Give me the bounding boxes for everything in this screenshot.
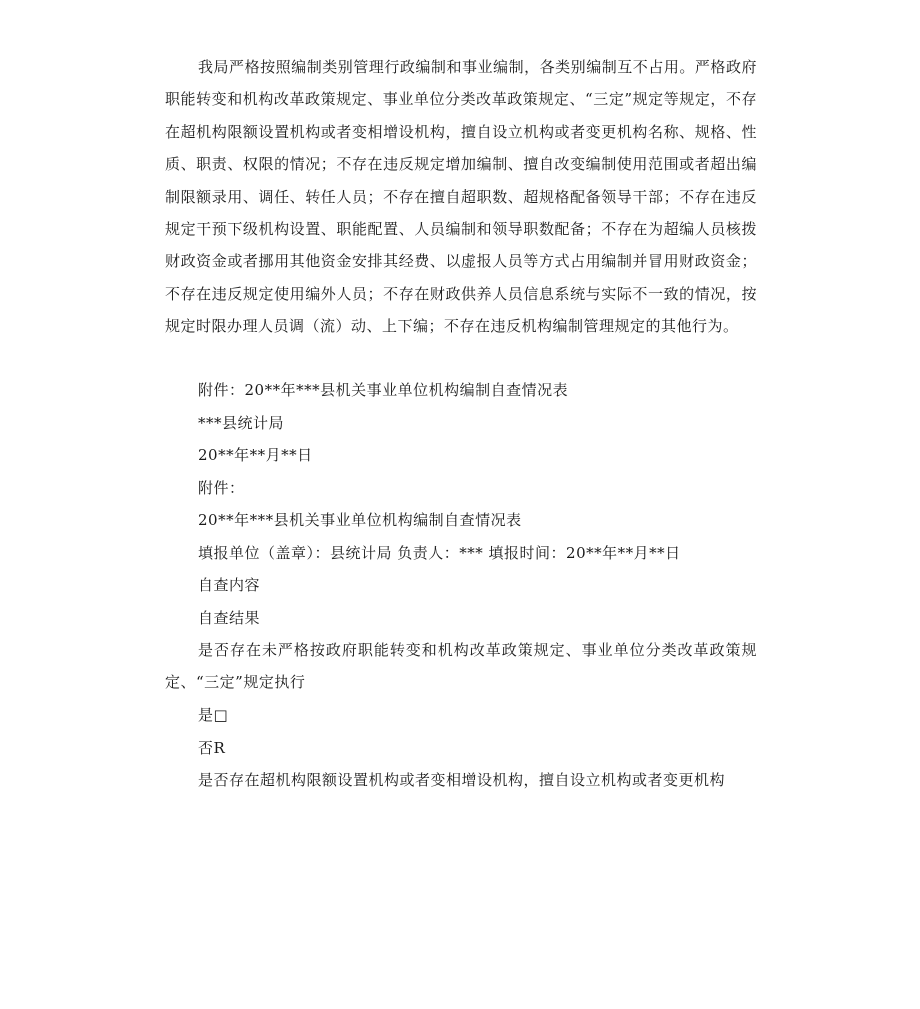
- issuer-name: ***县统计局: [198, 414, 285, 432]
- column-header-result: 自查结果: [198, 609, 261, 627]
- check-item-1-question: 是否存在未严格按政府职能转变和机构改革政策规定、事业单位分类改革政策规定、“三定”规定执行: [165, 641, 757, 692]
- check-item-2-question: 是否存在超机构限额设置机构或者变相增设机构，擅自设立机构或者变更机构: [198, 771, 726, 789]
- issue-date: 20**年**月**日: [198, 446, 313, 464]
- attachment-label: 附件：: [198, 479, 245, 497]
- main-paragraph: 我局严格按照编制类别管理行政编制和事业编制，各类别编制互不占用。严格政府职能转变和机构改革政策规定、事业单位分类改革政策规定、“三定”规定等规定，不存在超机构限额设置机构或者变相增设机构，擅自设立机构或者变更机构名称、规格、性质、职责、权限的情况；不存在违反规定增加编制、擅自改变编制使用范围或者超出编制限额录用、调任、转任人员；不存在擅自超职数、超规格配备领导干部；不存在违反规定干预下级机构设置、职能配置、人员编制和领导职数配备；不存在为超编人员核拨财政资金或者挪用其他资金安排其经费、以虚报人员等方式占用编制并冒用财政资金；不存在违反规定使用编外人员；不存在财政供养人员信息系统与实际不一致的情况，按规定时限办理人员调（流）动、上下编；不存在违反机构编制管理规定的其他行为。: [165, 58, 757, 336]
- check-item-1-no: 否R: [198, 739, 226, 757]
- fill-info: 填报单位（盖章）：县统计局 负责人：*** 填报时间：20**年**月**日: [198, 544, 681, 562]
- table-title: 20**年***县机关事业单位机构编制自查情况表: [198, 511, 522, 529]
- column-header-content: 自查内容: [198, 576, 261, 594]
- attachment-note: 附件：20**年***县机关事业单位机构编制自查情况表: [198, 381, 569, 399]
- check-item-1-yes: 是□: [198, 706, 229, 724]
